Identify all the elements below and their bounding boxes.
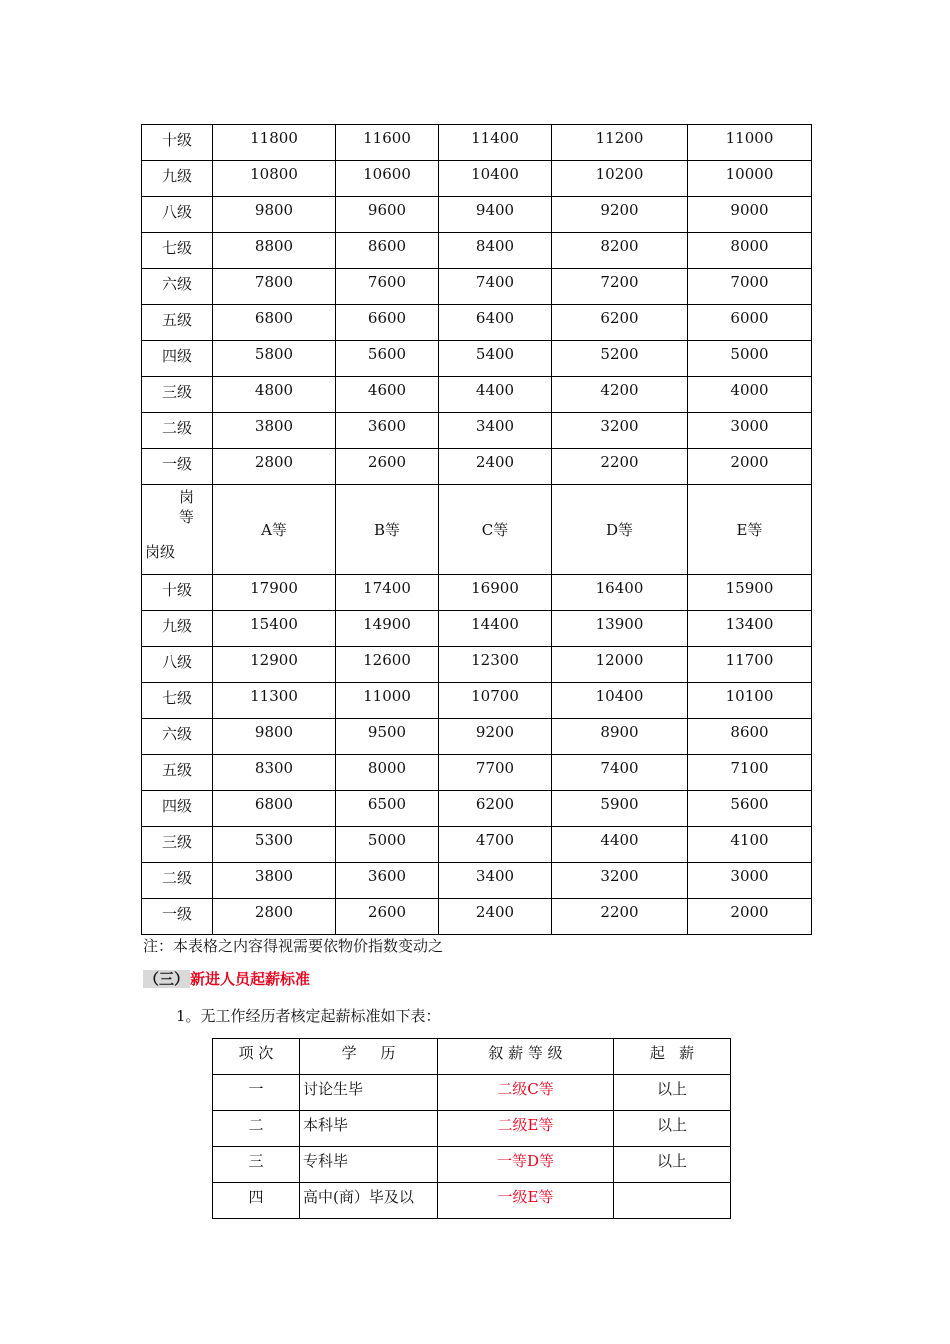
salary-row xyxy=(142,125,812,161)
section-heading xyxy=(143,968,310,989)
level-cell: 十级 xyxy=(142,125,213,161)
salary-value-cell: 6800 xyxy=(213,305,336,341)
salary-value-cell: 2000 xyxy=(688,449,812,485)
salary-value-cell: 4600 xyxy=(336,377,439,413)
salary-value-cell: 10600 xyxy=(336,161,439,197)
start-cell: 以上 xyxy=(614,1147,731,1183)
level-cell: 五级 xyxy=(142,755,213,791)
salary-row xyxy=(142,233,812,269)
salary-value-cell: 7100 xyxy=(688,755,812,791)
salary-row xyxy=(142,719,812,755)
salary-value-cell: 10000 xyxy=(688,161,812,197)
salary-value-cell: 9800 xyxy=(213,719,336,755)
level-cell: 九级 xyxy=(142,611,213,647)
salary-value-cell: 7000 xyxy=(688,269,812,305)
salary-row xyxy=(142,341,812,377)
grade-cell: 二级E等 xyxy=(438,1111,614,1147)
salary-value-cell: 5800 xyxy=(213,341,336,377)
salary-value-cell: 12000 xyxy=(552,647,688,683)
starting-salary-row xyxy=(213,1075,731,1111)
salary-value-cell: 11400 xyxy=(439,125,552,161)
salary-value-cell: 5200 xyxy=(552,341,688,377)
salary-row xyxy=(142,197,812,233)
salary-value-cell: 9200 xyxy=(552,197,688,233)
education-cell: 讨论生毕 xyxy=(300,1075,438,1111)
salary-value-cell: 2400 xyxy=(439,449,552,485)
salary-row xyxy=(142,755,812,791)
salary-value-cell: 15400 xyxy=(213,611,336,647)
level-cell: 七级 xyxy=(142,233,213,269)
salary-value-cell: 15900 xyxy=(688,575,812,611)
corner-top-char-2: 等 xyxy=(179,508,195,526)
grade-cell: 二级C等 xyxy=(438,1075,614,1111)
salary-row xyxy=(142,899,812,935)
level-cell: 二级 xyxy=(142,863,213,899)
item-cell: 二 xyxy=(213,1111,300,1147)
salary-row xyxy=(142,791,812,827)
grade-cell: 一等D等 xyxy=(438,1147,614,1183)
salary-value-cell: 2000 xyxy=(688,899,812,935)
salary-row xyxy=(142,683,812,719)
education-cell: 专科毕 xyxy=(300,1147,438,1183)
start-cell: 以上 xyxy=(614,1111,731,1147)
salary-value-cell: 2800 xyxy=(213,899,336,935)
salary-value-cell: 5600 xyxy=(688,791,812,827)
salary-value-cell: 7700 xyxy=(439,755,552,791)
level-cell: 二级 xyxy=(142,413,213,449)
corner-top-char-1: 岗 xyxy=(179,488,195,506)
salary-value-cell: 4000 xyxy=(688,377,812,413)
salary-value-cell: 8400 xyxy=(439,233,552,269)
salary-row xyxy=(142,305,812,341)
salary-value-cell: 9800 xyxy=(213,197,336,233)
salary-row xyxy=(142,827,812,863)
salary-value-cell: 17400 xyxy=(336,575,439,611)
salary-row xyxy=(142,377,812,413)
start-cell: 以上 xyxy=(614,1075,731,1111)
starting-salary-row xyxy=(213,1183,731,1219)
level-cell: 六级 xyxy=(142,719,213,755)
salary-value-cell: 5400 xyxy=(439,341,552,377)
salary-scale-table xyxy=(141,124,812,935)
salary-value-cell: 10400 xyxy=(439,161,552,197)
salary-value-cell: 4400 xyxy=(552,827,688,863)
salary-value-cell: 10700 xyxy=(439,683,552,719)
starting-salary-header-row xyxy=(213,1039,731,1075)
starting-salary-row xyxy=(213,1147,731,1183)
education-cell: 高中(商）毕及以 xyxy=(300,1183,438,1219)
salary-value-cell: 16400 xyxy=(552,575,688,611)
salary-value-cell: 3200 xyxy=(552,863,688,899)
salary-scale-header xyxy=(142,485,812,575)
salary-value-cell: 8600 xyxy=(336,233,439,269)
salary-value-cell: 6200 xyxy=(439,791,552,827)
grade-header-row xyxy=(142,485,812,575)
salary-value-cell: 2200 xyxy=(552,449,688,485)
level-cell: 五级 xyxy=(142,305,213,341)
level-cell: 四级 xyxy=(142,791,213,827)
salary-value-cell: 11000 xyxy=(336,683,439,719)
salary-value-cell: 13400 xyxy=(688,611,812,647)
header-start: 起 薪 xyxy=(614,1039,731,1075)
header-grade: 叙 薪 等 级 xyxy=(438,1039,614,1075)
start-cell xyxy=(614,1183,731,1219)
salary-value-cell: 12900 xyxy=(213,647,336,683)
starting-salary-body xyxy=(213,1039,731,1219)
salary-value-cell: 5000 xyxy=(688,341,812,377)
salary-value-cell: 3600 xyxy=(336,863,439,899)
grade-header-a: A等 xyxy=(213,485,336,575)
table-note: 注：本表格之内容得视需要依物价指数变动之 xyxy=(143,937,444,955)
salary-value-cell: 4700 xyxy=(439,827,552,863)
salary-value-cell: 11300 xyxy=(213,683,336,719)
salary-value-cell: 3800 xyxy=(213,413,336,449)
salary-value-cell: 9600 xyxy=(336,197,439,233)
salary-value-cell: 11600 xyxy=(336,125,439,161)
salary-value-cell: 3400 xyxy=(439,863,552,899)
salary-value-cell: 10100 xyxy=(688,683,812,719)
corner-top-label xyxy=(179,487,194,527)
grade-cell: 一级E等 xyxy=(438,1183,614,1219)
salary-value-cell: 2600 xyxy=(336,899,439,935)
salary-row xyxy=(142,647,812,683)
salary-value-cell: 8200 xyxy=(552,233,688,269)
header-education: 学 历 xyxy=(300,1039,438,1075)
salary-value-cell: 2800 xyxy=(213,449,336,485)
header-corner-cell xyxy=(142,485,213,575)
level-cell: 三级 xyxy=(142,827,213,863)
salary-value-cell: 4200 xyxy=(552,377,688,413)
level-cell: 八级 xyxy=(142,197,213,233)
salary-value-cell: 13900 xyxy=(552,611,688,647)
salary-value-cell: 9000 xyxy=(688,197,812,233)
salary-value-cell: 7600 xyxy=(336,269,439,305)
salary-value-cell: 12600 xyxy=(336,647,439,683)
starting-salary-row xyxy=(213,1111,731,1147)
salary-value-cell: 5300 xyxy=(213,827,336,863)
salary-value-cell: 4100 xyxy=(688,827,812,863)
salary-value-cell: 17900 xyxy=(213,575,336,611)
salary-value-cell: 4400 xyxy=(439,377,552,413)
salary-value-cell: 2600 xyxy=(336,449,439,485)
salary-value-cell: 8300 xyxy=(213,755,336,791)
salary-value-cell: 8800 xyxy=(213,233,336,269)
salary-value-cell: 16900 xyxy=(439,575,552,611)
salary-row xyxy=(142,449,812,485)
salary-value-cell: 12300 xyxy=(439,647,552,683)
level-cell: 三级 xyxy=(142,377,213,413)
salary-value-cell: 7400 xyxy=(552,755,688,791)
salary-value-cell: 4800 xyxy=(213,377,336,413)
grade-header-b: B等 xyxy=(336,485,439,575)
salary-value-cell: 7200 xyxy=(552,269,688,305)
salary-value-cell: 11800 xyxy=(213,125,336,161)
salary-value-cell: 5000 xyxy=(336,827,439,863)
salary-value-cell: 3200 xyxy=(552,413,688,449)
salary-row xyxy=(142,161,812,197)
salary-value-cell: 6600 xyxy=(336,305,439,341)
salary-value-cell: 8000 xyxy=(336,755,439,791)
grade-header-d: D等 xyxy=(552,485,688,575)
level-cell: 一级 xyxy=(142,899,213,935)
section-title: 新进人员起薪标准 xyxy=(190,970,311,988)
salary-scale-lower-body xyxy=(142,575,812,935)
grade-header-e: E等 xyxy=(688,485,812,575)
salary-row xyxy=(142,413,812,449)
salary-value-cell: 9200 xyxy=(439,719,552,755)
salary-value-cell: 5900 xyxy=(552,791,688,827)
salary-value-cell: 10400 xyxy=(552,683,688,719)
salary-value-cell: 8900 xyxy=(552,719,688,755)
salary-value-cell: 3000 xyxy=(688,863,812,899)
salary-value-cell: 6800 xyxy=(213,791,336,827)
salary-value-cell: 3800 xyxy=(213,863,336,899)
salary-value-cell: 10200 xyxy=(552,161,688,197)
salary-value-cell: 3600 xyxy=(336,413,439,449)
starting-salary-table xyxy=(212,1038,731,1219)
level-cell: 九级 xyxy=(142,161,213,197)
level-cell: 十级 xyxy=(142,575,213,611)
header-item: 项 次 xyxy=(213,1039,300,1075)
corner-bottom-label: 岗级 xyxy=(145,543,176,561)
salary-row xyxy=(142,863,812,899)
salary-value-cell: 7400 xyxy=(439,269,552,305)
level-cell: 八级 xyxy=(142,647,213,683)
salary-value-cell: 6000 xyxy=(688,305,812,341)
salary-value-cell: 14400 xyxy=(439,611,552,647)
salary-row xyxy=(142,611,812,647)
salary-value-cell: 3000 xyxy=(688,413,812,449)
salary-value-cell: 9400 xyxy=(439,197,552,233)
level-cell: 六级 xyxy=(142,269,213,305)
salary-value-cell: 11000 xyxy=(688,125,812,161)
item-cell: 一 xyxy=(213,1075,300,1111)
salary-value-cell: 5600 xyxy=(336,341,439,377)
salary-value-cell: 6500 xyxy=(336,791,439,827)
item-cell: 三 xyxy=(213,1147,300,1183)
section-number: （三） xyxy=(144,970,190,988)
salary-value-cell: 2200 xyxy=(552,899,688,935)
salary-value-cell: 6200 xyxy=(552,305,688,341)
education-cell: 本科毕 xyxy=(300,1111,438,1147)
salary-row xyxy=(142,575,812,611)
salary-value-cell: 6400 xyxy=(439,305,552,341)
salary-value-cell: 11200 xyxy=(552,125,688,161)
salary-value-cell: 11700 xyxy=(688,647,812,683)
salary-value-cell: 10800 xyxy=(213,161,336,197)
salary-value-cell: 8600 xyxy=(688,719,812,755)
salary-value-cell: 14900 xyxy=(336,611,439,647)
salary-value-cell: 2400 xyxy=(439,899,552,935)
salary-value-cell: 3400 xyxy=(439,413,552,449)
intro-paragraph: 1。无工作经历者核定起薪标准如下表： xyxy=(176,1007,441,1025)
salary-scale-upper-body xyxy=(142,125,812,485)
salary-value-cell: 7800 xyxy=(213,269,336,305)
salary-row xyxy=(142,269,812,305)
salary-value-cell: 9500 xyxy=(336,719,439,755)
level-cell: 四级 xyxy=(142,341,213,377)
level-cell: 一级 xyxy=(142,449,213,485)
item-cell: 四 xyxy=(213,1183,300,1219)
level-cell: 七级 xyxy=(142,683,213,719)
salary-value-cell: 8000 xyxy=(688,233,812,269)
grade-header-c: C等 xyxy=(439,485,552,575)
